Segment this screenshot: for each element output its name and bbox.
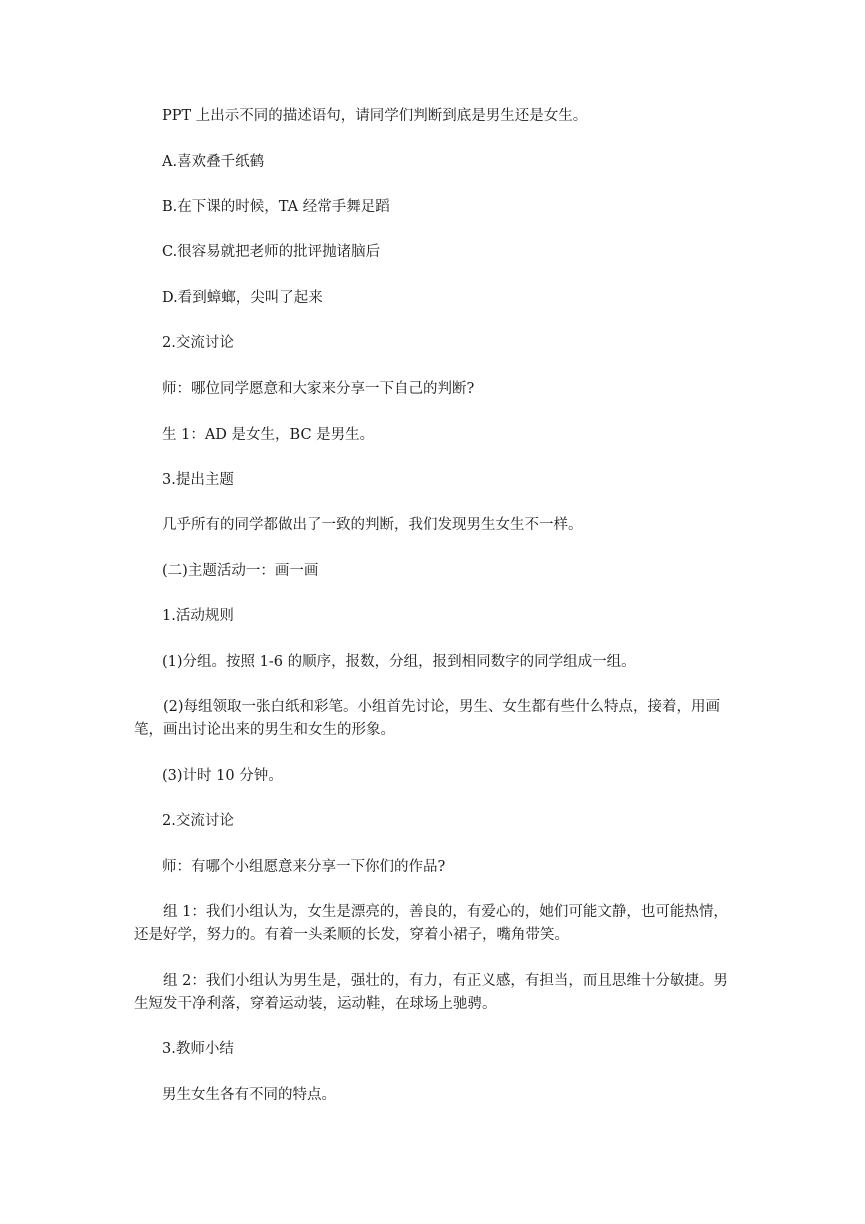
paragraph-group-1: 组 1：我们小组认为，女生是漂亮的，善良的，有爱心的，她们可能文静，也可能热情，还是好学，努力的。有着一头柔顺的长发，穿着小裙子，嘴角带笑。 xyxy=(134,904,728,943)
paragraph-theme-heading: 3.提出主题 xyxy=(162,472,234,488)
paragraph-group-2: 组 2：我们小组认为男生是，强壮的，有力，有正义感，有担当，而且思维十分敏捷。男生短发干净利落，穿着运动装，运动鞋，在球场上驰骋。 xyxy=(134,973,728,1012)
paragraph-activity-heading: (二)主题活动一：画一画 xyxy=(162,563,319,579)
paragraph-rule-2: (2)每组领取一张白纸和彩笔。小组首先讨论，男生、女生都有些什么特点，接着，用画笔，画出讨论出来的男生和女生的形象。 xyxy=(134,699,721,738)
paragraph-rule-3: (3)计时 10 分钟。 xyxy=(162,768,283,784)
paragraph-rules-heading: 1.活动规则 xyxy=(162,608,234,624)
paragraph-option-a: A.喜欢叠千纸鹤 xyxy=(162,154,265,170)
paragraph-student-answer: 生 1：AD 是女生，BC 是男生。 xyxy=(162,427,375,443)
paragraph-summary-heading: 3.教师小结 xyxy=(162,1041,234,1057)
paragraph-option-d: D.看到蟑螂，尖叫了起来 xyxy=(162,290,323,306)
paragraph-ppt-intro: PPT 上出示不同的描述语句，请同学们判断到底是男生还是女生。 xyxy=(162,108,588,124)
paragraph-teacher-question-2: 师：有哪个小组愿意来分享一下你们的作品? xyxy=(162,859,446,875)
paragraph-rule-1: (1)分组。按照 1-6 的顺序，报数，分组，报到相同数字的同学组成一组。 xyxy=(162,654,636,670)
paragraph-teacher-question: 师：哪位同学愿意和大家来分享一下自己的判断? xyxy=(162,381,475,397)
paragraph-option-c: C.很容易就把老师的批评抛诸脑后 xyxy=(162,244,381,260)
paragraph-summary-text: 男生女生各有不同的特点。 xyxy=(162,1087,336,1103)
paragraph-theme-text: 几乎所有的同学都做出了一致的判断，我们发现男生女生不一样。 xyxy=(162,517,583,533)
paragraph-option-b: B.在下课的时候，TA 经常手舞足蹈 xyxy=(162,199,390,215)
paragraph-discussion-heading-2: 2.交流讨论 xyxy=(162,813,234,829)
paragraph-discussion-heading: 2.交流讨论 xyxy=(162,335,234,351)
